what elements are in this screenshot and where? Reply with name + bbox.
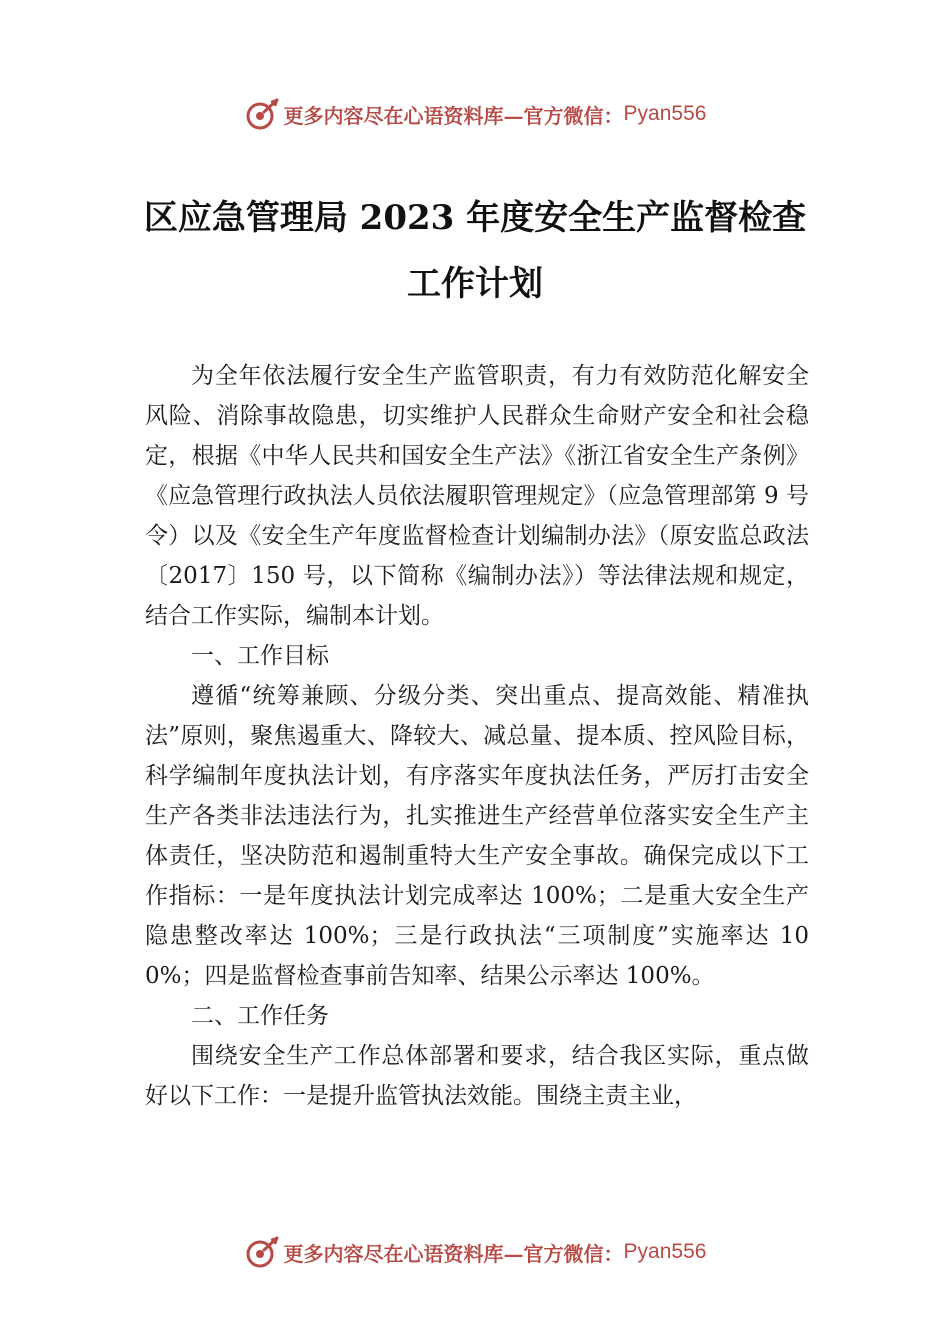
section-heading-tasks: 二、工作任务 (191, 1003, 329, 1029)
document-body (145, 356, 809, 1116)
section-heading-goals: 一、工作目标 (191, 643, 329, 669)
footer-banner (0, 1232, 950, 1272)
tasks-paragraph: 围绕安全生产工作总体部署和要求，结合我区实际，重点做好以下工作：一是提升监管执法效能。围绕主责主业， (145, 1043, 809, 1109)
banner-text: 更多内容尽在心语资料库—官方微信： (283, 103, 624, 128)
goals-paragraph: 遵循“统筹兼顾、分级分类、突出重点、提高效能、精准执法”原则，聚焦遏重大、降较大、减总量、提本质、控风险目标，科学编制年度执法计划，有序落实年度执法任务，严厉打击安全生产各类非法违法行为，扎实推进生产经营单位落实安全生产主体责任，坚决防范和遏制重特大生产安全事故。确保完成以下工作指标：一是年度执法计划完成率达 100%；二是重大安全生产隐患整改率达 100%；三是行政执法“三项制度”实施率达 100%；四是监督检查事前告知率、结果公示率达 100%。 (145, 683, 809, 989)
banner-text: 更多内容尽在心语资料库—官方微信： (283, 1241, 624, 1266)
banner-wechat-id: Pyan556 (623, 102, 707, 125)
document-title-line-1: 区应急管理局 2023 年度安全生产监督检查 (143, 198, 807, 238)
watermark-logo-icon (244, 96, 280, 132)
watermark-logo-icon (244, 1234, 280, 1270)
intro-paragraph: 为全年依法履行安全生产监管职责，有力有效防范化解安全风险、消除事故隐患，切实维护人民群众生命财产安全和社会稳定，根据《中华人民共和国安全生产法》《浙江省安全生产条例》《应急管理行政执法人员依法履职管理规定》（应急管理部第 9 号令）以及《安全生产年度监督检查计划编制办法》（原安监总政法〔2017〕150 号，以下简称《编制办法》）等法律法规和规定，结合工作实际，编制本计划。 (145, 363, 809, 629)
document-title-line-2: 工作计划 (407, 264, 543, 304)
banner-wechat-id: Pyan556 (623, 1240, 707, 1263)
header-banner (0, 94, 950, 134)
